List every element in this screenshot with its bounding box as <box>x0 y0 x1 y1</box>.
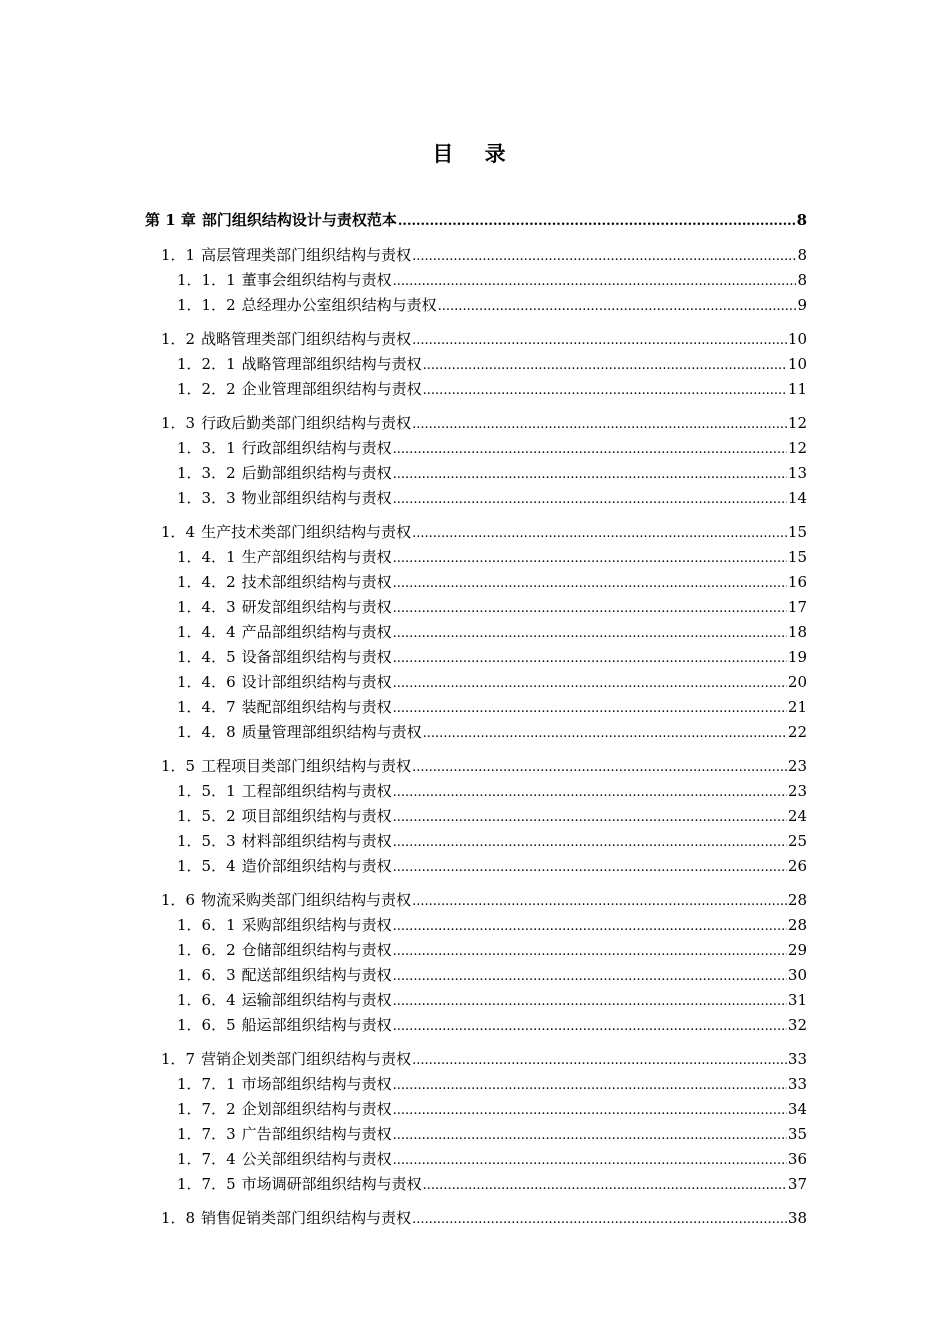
toc-entry-sub[interactable] <box>145 486 807 511</box>
toc-entry-number: 1．7．5 <box>177 1175 236 1193</box>
toc-entry-sec[interactable] <box>145 888 807 913</box>
toc-entry-label <box>161 754 411 779</box>
toc-dot-leader <box>393 595 787 621</box>
toc-entry-label <box>177 938 392 963</box>
toc-entry-label <box>177 268 392 293</box>
toc-dot-leader <box>393 1097 787 1123</box>
toc-dot-leader <box>423 720 787 746</box>
toc-entry-number: 1．4．4 <box>177 623 236 641</box>
toc-entry-sub[interactable] <box>145 570 807 595</box>
toc-entry-sub[interactable] <box>145 938 807 963</box>
toc-page-number: 20 <box>787 673 807 691</box>
toc-entry-sub[interactable] <box>145 720 807 745</box>
toc-entry-text: 高层管理类部门组织结构与责权 <box>201 246 412 264</box>
toc-entry-sub[interactable] <box>145 1013 807 1038</box>
toc-page-number: 8 <box>797 271 807 289</box>
toc-entry-label <box>177 352 422 377</box>
toc-entry-text: 造价部组织结构与责权 <box>241 857 392 875</box>
toc-entry-number: 1．3．1 <box>177 439 236 457</box>
toc-entry-text: 研发部组织结构与责权 <box>241 598 392 616</box>
toc-entry-number: 1．6．3 <box>177 966 236 984</box>
toc-page-number: 36 <box>787 1150 807 1168</box>
toc-dot-leader <box>438 293 797 319</box>
toc-entry-sub[interactable] <box>145 1072 807 1097</box>
toc-entry-number: 1．1 <box>161 246 196 264</box>
toc-entry-number: 1．4．3 <box>177 598 236 616</box>
toc-entry-label <box>177 1072 392 1097</box>
toc-entry-number: 1．8 <box>161 1209 196 1227</box>
toc-entry-label <box>161 1047 411 1072</box>
toc-entry-number: 1．1．1 <box>177 271 236 289</box>
toc-entry-number: 1．1．2 <box>177 296 236 314</box>
toc-page-number: 14 <box>787 489 807 507</box>
toc-dot-leader <box>393 695 787 721</box>
toc-dot-leader <box>393 963 787 989</box>
toc-entry-sub[interactable] <box>145 670 807 695</box>
toc-entry-sec[interactable] <box>145 754 807 779</box>
toc-entry-number: 1．2．1 <box>177 355 236 373</box>
toc-entry-number: 1．4．5 <box>177 648 236 666</box>
toc-dot-leader <box>393 988 787 1014</box>
toc-entry-label <box>177 436 392 461</box>
toc-entry-sub[interactable] <box>145 545 807 570</box>
toc-entry-text: 项目部组织结构与责权 <box>241 807 392 825</box>
toc-entry-sub[interactable] <box>145 436 807 461</box>
toc-dot-leader <box>393 670 787 696</box>
toc-dot-leader <box>398 206 796 236</box>
toc-entry-sub[interactable] <box>145 1147 807 1172</box>
toc-entry-label <box>177 695 392 720</box>
toc-page-number: 28 <box>787 916 807 934</box>
toc-entry-label <box>177 1147 392 1172</box>
toc-entry-text: 材料部组织结构与责权 <box>241 832 392 850</box>
toc-entry-text: 生产部组织结构与责权 <box>241 548 392 566</box>
toc-entry-number: 1．7．4 <box>177 1150 236 1168</box>
toc-entry-label <box>177 988 392 1013</box>
toc-entry-number: 1．6．2 <box>177 941 236 959</box>
toc-dot-leader <box>393 1072 787 1098</box>
toc-entry-text: 企划部组织结构与责权 <box>241 1100 392 1118</box>
toc-entry-text: 公关部组织结构与责权 <box>241 1150 392 1168</box>
toc-dot-leader <box>393 268 797 294</box>
toc-page-number: 12 <box>787 439 807 457</box>
toc-page-number: 15 <box>787 523 807 541</box>
toc-entry-label <box>161 520 411 545</box>
toc-dot-leader <box>423 1172 787 1198</box>
toc-entry-sec[interactable] <box>145 411 807 436</box>
toc-entry-number: 1．3．2 <box>177 464 236 482</box>
toc-entry-label <box>161 1206 411 1231</box>
toc-entry-sub[interactable] <box>145 854 807 879</box>
toc-entry-sub[interactable] <box>145 829 807 854</box>
toc-entry-text: 行政部组织结构与责权 <box>241 439 392 457</box>
toc-page-number: 12 <box>787 414 807 432</box>
toc-entry-label <box>177 913 392 938</box>
toc-entry-number: 1．2 <box>161 330 196 348</box>
toc-entry-number: 1．5．2 <box>177 807 236 825</box>
toc-entry-label <box>177 1172 422 1197</box>
toc-entry-sub[interactable] <box>145 913 807 938</box>
toc-entry-number: 1．5 <box>161 757 196 775</box>
toc-entry-number: 1．4．8 <box>177 723 236 741</box>
toc-entry-sub[interactable] <box>145 1122 807 1147</box>
toc-entry-sub[interactable] <box>145 377 807 402</box>
toc-entry-text: 市场调研部组织结构与责权 <box>241 1175 422 1193</box>
toc-entry-text: 工程项目类部门组织结构与责权 <box>201 757 412 775</box>
toc-entry-label <box>177 804 392 829</box>
toc-entry-label <box>161 888 411 913</box>
toc-entry-sub[interactable] <box>145 779 807 804</box>
toc-entry-label <box>161 411 411 436</box>
toc-page-number: 10 <box>787 355 807 373</box>
toc-dot-leader <box>393 854 787 880</box>
toc-page-number: 28 <box>787 891 807 909</box>
toc-entry-text: 物流采购类部门组织结构与责权 <box>201 891 412 909</box>
toc-entry-sub[interactable] <box>145 988 807 1013</box>
toc-dot-leader <box>393 779 787 805</box>
toc-page-number: 10 <box>787 330 807 348</box>
toc-dot-leader <box>393 913 787 939</box>
toc-page-number: 32 <box>787 1016 807 1034</box>
toc-page-number: 24 <box>787 807 807 825</box>
toc-entry-text: 销售促销类部门组织结构与责权 <box>201 1209 412 1227</box>
toc-entry-number: 1．5．4 <box>177 857 236 875</box>
toc-page-number: 33 <box>787 1050 807 1068</box>
toc-page-number: 37 <box>787 1175 807 1193</box>
toc-dot-leader <box>423 377 787 403</box>
toc-entry-sub[interactable] <box>145 695 807 720</box>
toc-entry-label <box>177 854 392 879</box>
toc-entry-sec[interactable] <box>145 327 807 352</box>
toc-dot-leader <box>393 829 787 855</box>
toc-entry-number: 1．2．2 <box>177 380 236 398</box>
toc-entry-text: 设备部组织结构与责权 <box>241 648 392 666</box>
toc-dot-leader <box>412 411 787 437</box>
toc-entry-sec[interactable] <box>145 243 807 268</box>
toc-entry-label <box>177 779 392 804</box>
toc-entry-label <box>177 720 422 745</box>
page-title: 目 录 <box>432 141 518 166</box>
toc-entry-text: 仓储部组织结构与责权 <box>241 941 392 959</box>
toc-page-number: 34 <box>787 1100 807 1118</box>
toc-page-number: 15 <box>787 548 807 566</box>
toc-entry-text: 质量管理部组织结构与责权 <box>241 723 422 741</box>
toc-entry-label <box>177 570 392 595</box>
toc-entry-number: 1．7．3 <box>177 1125 236 1143</box>
toc-page-number: 19 <box>787 648 807 666</box>
toc-entry-number: 1．6．1 <box>177 916 236 934</box>
toc-entry-label <box>177 377 422 402</box>
toc-entry-sub[interactable] <box>145 352 807 377</box>
toc-entry-number: 1．7．2 <box>177 1100 236 1118</box>
toc-page-number: 33 <box>787 1075 807 1093</box>
toc-entry-label <box>177 1122 392 1147</box>
toc-page-number: 30 <box>787 966 807 984</box>
toc-entry-text: 总经理办公室组织结构与责权 <box>241 296 437 314</box>
toc-dot-leader <box>393 620 787 646</box>
toc-entry-number: 1．5．3 <box>177 832 236 850</box>
toc-dot-leader <box>423 352 787 378</box>
toc-entry-text: 后勤部组织结构与责权 <box>241 464 392 482</box>
toc-page-number: 16 <box>787 573 807 591</box>
toc-entry-sub[interactable] <box>145 1172 807 1197</box>
toc-entry-text: 运输部组织结构与责权 <box>241 991 392 1009</box>
toc-page-number: 18 <box>787 623 807 641</box>
toc-dot-leader <box>393 938 787 964</box>
toc-page-number: 26 <box>787 857 807 875</box>
toc-entry-sub[interactable] <box>145 620 807 645</box>
toc-entry-sub[interactable] <box>145 645 807 670</box>
toc-page-number: 9 <box>797 296 807 314</box>
toc-page-number: 25 <box>787 832 807 850</box>
toc-entry-text: 采购部组织结构与责权 <box>241 916 392 934</box>
toc-entry-text: 营销企划类部门组织结构与责权 <box>201 1050 412 1068</box>
toc-dot-leader <box>393 1122 787 1148</box>
toc-entry-label <box>177 595 392 620</box>
toc-page-number: 8 <box>797 246 807 264</box>
toc-entry-number: 1．6 <box>161 891 196 909</box>
toc-entry-text: 战略管理部组织结构与责权 <box>241 355 422 373</box>
toc-entry-label <box>177 1097 392 1122</box>
toc-entry-text: 产品部组织结构与责权 <box>241 623 392 641</box>
toc-page-number: 35 <box>787 1125 807 1143</box>
toc-dot-leader <box>393 804 787 830</box>
toc-entry-number: 1．3 <box>161 414 196 432</box>
toc-dot-leader <box>393 461 787 487</box>
toc-dot-leader <box>412 1047 787 1073</box>
toc-entry-chapter[interactable] <box>145 206 807 234</box>
toc-dot-leader <box>412 243 796 269</box>
toc-entry-sub[interactable] <box>145 461 807 486</box>
toc-entry-number: 1．7．1 <box>177 1075 236 1093</box>
toc-page-number: 22 <box>787 723 807 741</box>
toc-page-number: 31 <box>787 991 807 1009</box>
toc-entry-label <box>177 829 392 854</box>
toc-entry-number: 1．4．6 <box>177 673 236 691</box>
toc-entry-sub[interactable] <box>145 1097 807 1122</box>
toc-entry-sub[interactable] <box>145 804 807 829</box>
toc-dot-leader <box>412 327 787 353</box>
toc-dot-leader <box>393 1013 787 1039</box>
toc-entry-label <box>177 645 392 670</box>
toc-page-number: 23 <box>787 782 807 800</box>
toc-entry-label <box>177 670 392 695</box>
toc-page-number: 23 <box>787 757 807 775</box>
toc-entry-text: 广告部组织结构与责权 <box>241 1125 392 1143</box>
toc-dot-leader <box>393 570 787 596</box>
toc-entry-text: 技术部组织结构与责权 <box>241 573 392 591</box>
toc-entry-number: 1．5．1 <box>177 782 236 800</box>
toc-entry-label <box>177 293 437 318</box>
table-of-contents <box>145 206 807 1231</box>
toc-entry-text: 配送部组织结构与责权 <box>241 966 392 984</box>
toc-dot-leader <box>393 1147 787 1173</box>
toc-entry-text: 生产技术类部门组织结构与责权 <box>201 523 412 541</box>
toc-entry-text: 市场部组织结构与责权 <box>241 1075 392 1093</box>
toc-entry-text: 战略管理类部门组织结构与责权 <box>201 330 412 348</box>
toc-entry-number: 1．4．1 <box>177 548 236 566</box>
toc-entry-number: 1．4．2 <box>177 573 236 591</box>
toc-entry-label <box>145 206 397 234</box>
toc-dot-leader <box>412 1206 787 1232</box>
toc-entry-text: 企业管理部组织结构与责权 <box>241 380 422 398</box>
toc-entry-label <box>177 461 392 486</box>
toc-entry-sub[interactable] <box>145 268 807 293</box>
toc-entry-label <box>177 486 392 511</box>
toc-entry-text: 行政后勤类部门组织结构与责权 <box>201 414 412 432</box>
toc-entry-sec[interactable] <box>145 1206 807 1231</box>
toc-entry-label <box>177 545 392 570</box>
toc-entry-number: 第 1 章 <box>145 211 196 229</box>
toc-entry-sub[interactable] <box>145 963 807 988</box>
toc-entry-text: 物业部组织结构与责权 <box>241 489 392 507</box>
toc-entry-sub[interactable] <box>145 595 807 620</box>
toc-page-number: 29 <box>787 941 807 959</box>
toc-entry-label <box>161 243 411 268</box>
toc-dot-leader <box>393 486 787 512</box>
toc-page-number: 11 <box>787 380 807 398</box>
toc-dot-leader <box>393 436 787 462</box>
toc-entry-text: 船运部组织结构与责权 <box>241 1016 392 1034</box>
toc-dot-leader <box>393 545 787 571</box>
toc-page-number: 13 <box>787 464 807 482</box>
toc-entry-text: 装配部组织结构与责权 <box>241 698 392 716</box>
toc-entry-label <box>177 620 392 645</box>
toc-entry-number: 1．6．5 <box>177 1016 236 1034</box>
toc-dot-leader <box>412 888 787 914</box>
toc-entry-text: 部门组织结构设计与责权范本 <box>201 211 397 229</box>
toc-dot-leader <box>393 645 787 671</box>
toc-entry-number: 1．4 <box>161 523 196 541</box>
toc-dot-leader <box>412 520 787 546</box>
toc-entry-number: 1．6．4 <box>177 991 236 1009</box>
toc-entry-sub[interactable] <box>145 293 807 318</box>
toc-entry-sec[interactable] <box>145 520 807 545</box>
toc-entry-label <box>161 327 411 352</box>
toc-entry-label <box>177 963 392 988</box>
toc-entry-number: 1．7 <box>161 1050 196 1068</box>
toc-entry-number: 1．3．3 <box>177 489 236 507</box>
toc-page-number: 38 <box>787 1209 807 1227</box>
toc-page-number: 8 <box>796 211 807 229</box>
toc-dot-leader <box>412 754 787 780</box>
toc-entry-text: 董事会组织结构与责权 <box>241 271 392 289</box>
toc-entry-label <box>177 1013 392 1038</box>
toc-entry-text: 工程部组织结构与责权 <box>241 782 392 800</box>
toc-entry-number: 1．4．7 <box>177 698 236 716</box>
toc-page-number: 17 <box>787 598 807 616</box>
toc-entry-sec[interactable] <box>145 1047 807 1072</box>
toc-page-number: 21 <box>787 698 807 716</box>
toc-entry-text: 设计部组织结构与责权 <box>241 673 392 691</box>
